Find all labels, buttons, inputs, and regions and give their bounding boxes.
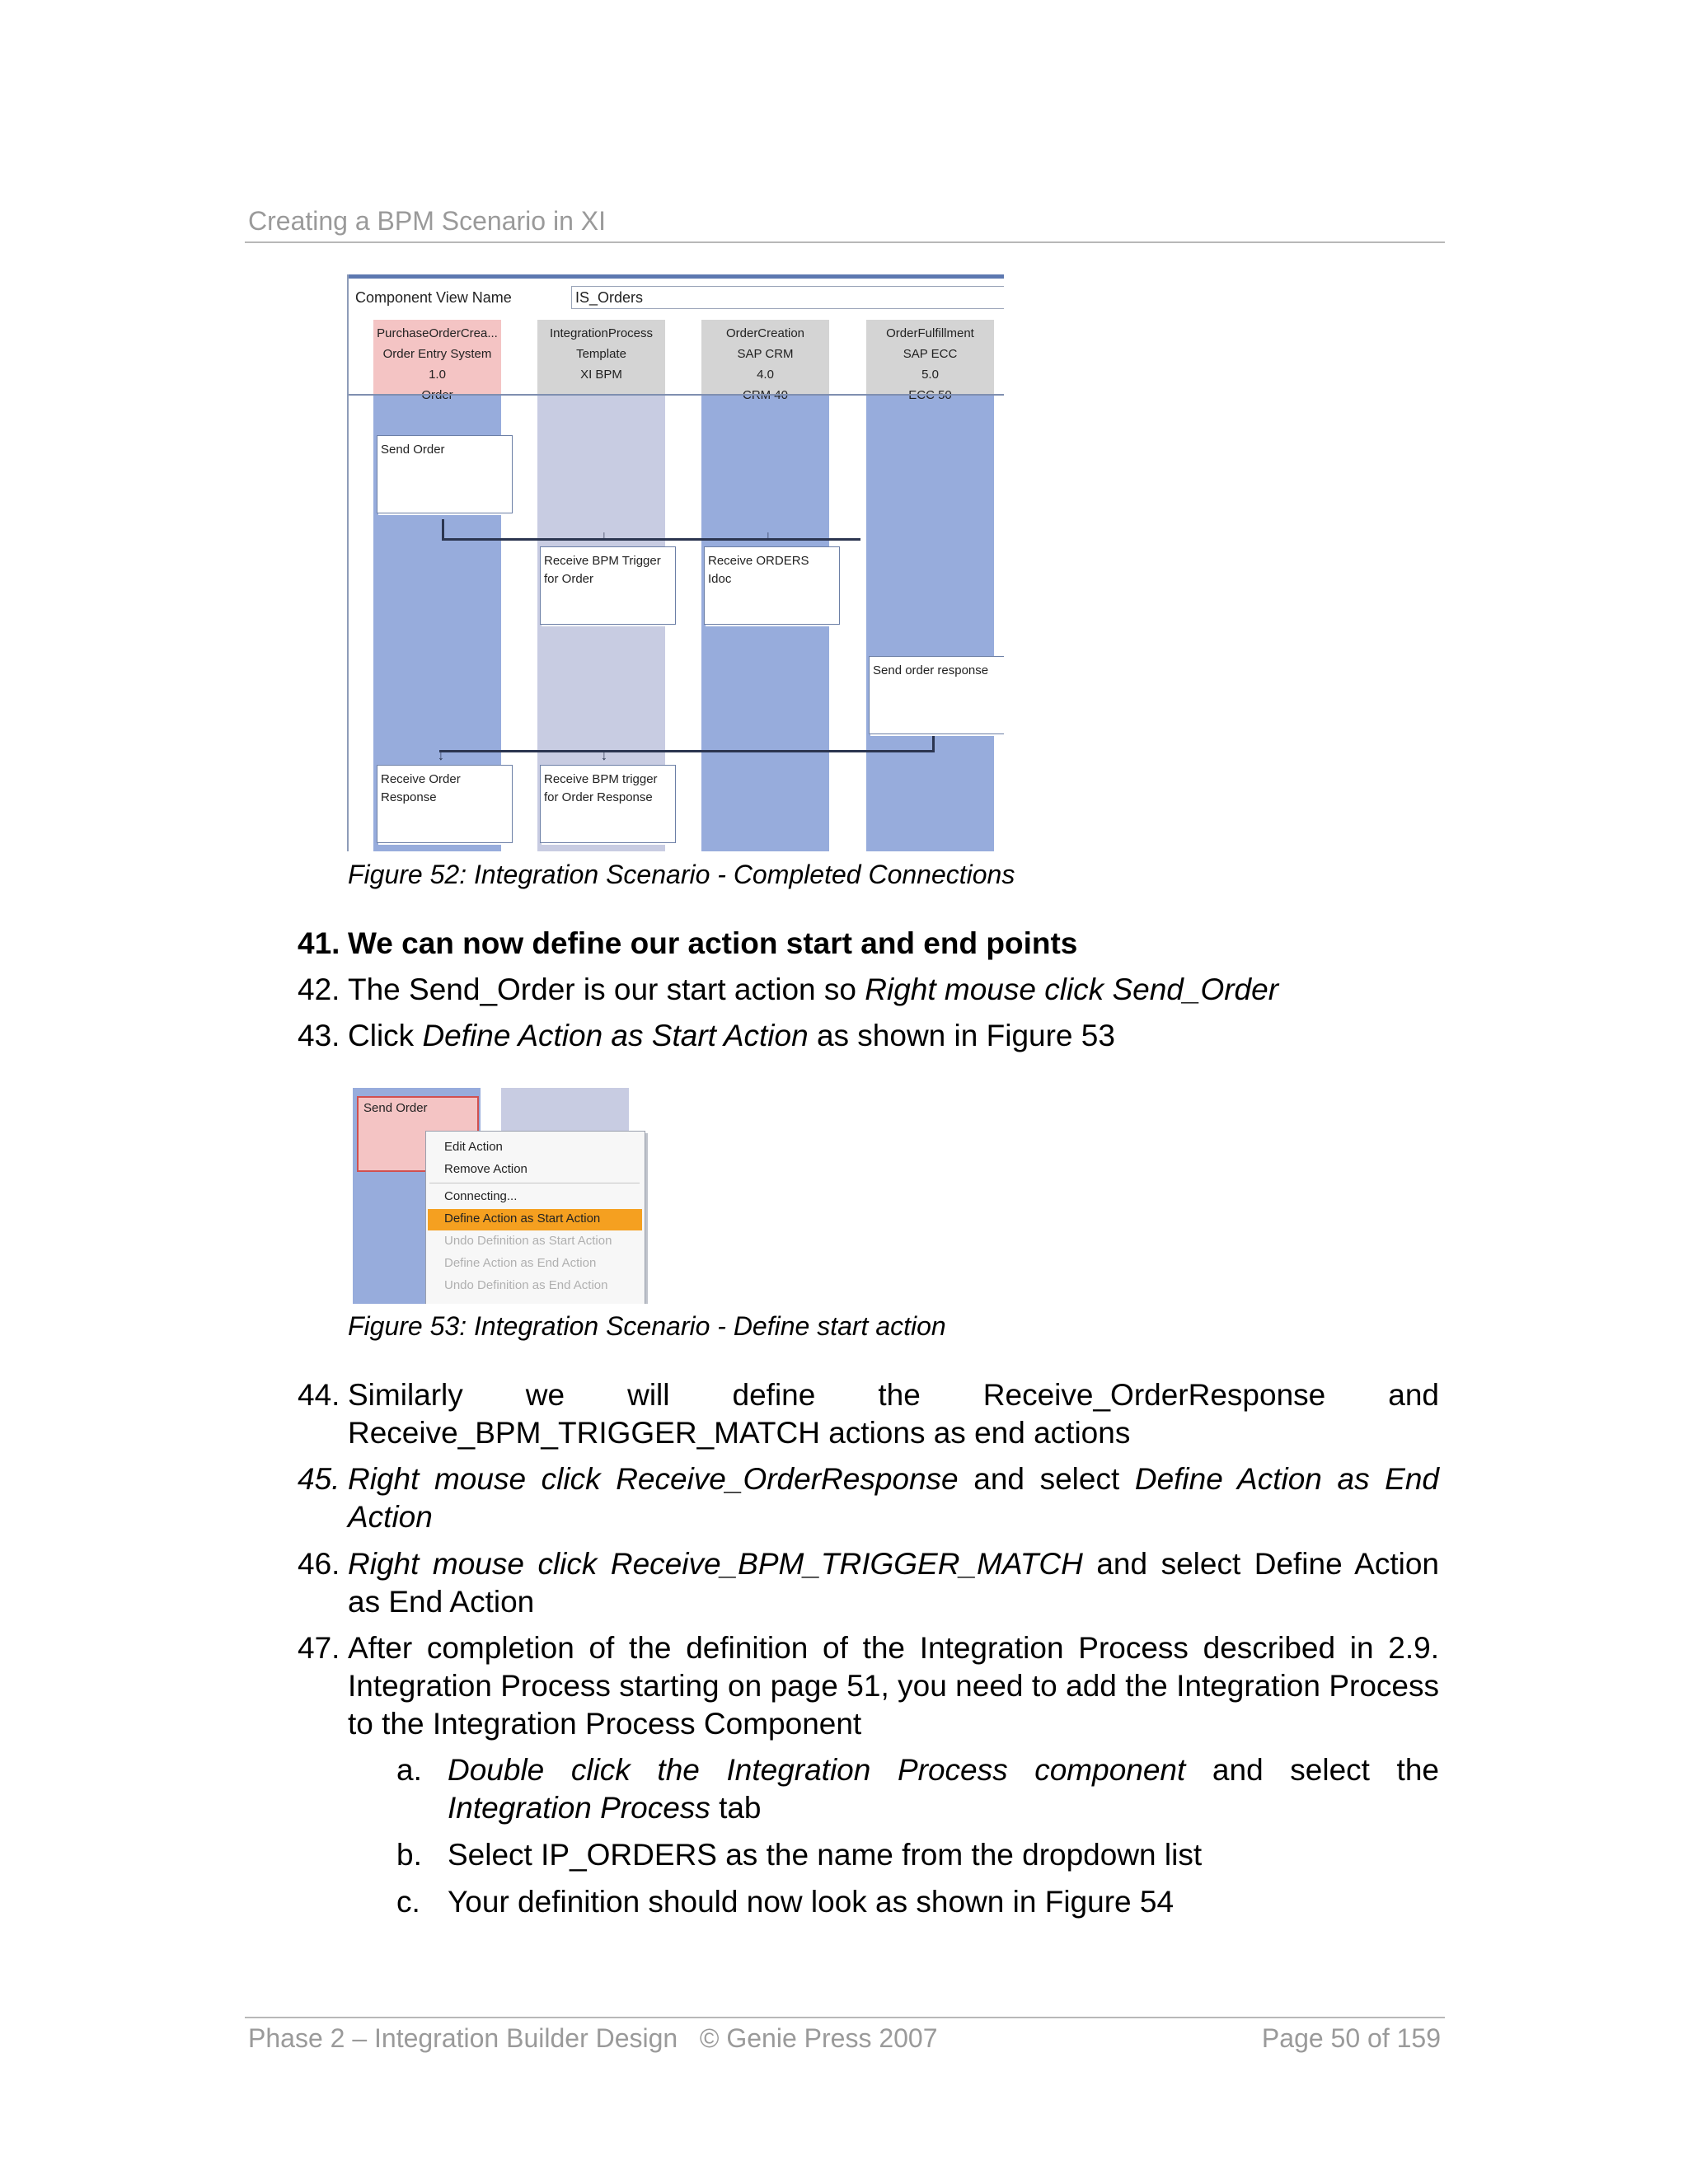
footer-left: Phase 2 – Integration Builder Design © Genie Press 2007 — [248, 2023, 938, 2053]
lane-header-order-entry[interactable] — [373, 320, 501, 394]
step-text — [348, 1017, 1439, 1055]
lane-header-line: Template — [576, 347, 626, 361]
lane-header-line: IntegrationProcess — [549, 326, 654, 340]
connector-line — [442, 519, 444, 540]
header-rule — [245, 241, 1445, 243]
menu-item-define-end-action[interactable]: Define Action as End Action — [444, 1256, 597, 1270]
lane-header-divider — [349, 394, 1004, 396]
step-text-part: and select — [958, 1462, 1135, 1496]
action-send-order[interactable]: Send Order — [377, 435, 513, 513]
step-42 — [298, 971, 1439, 1009]
lane-header-line: XI BPM — [580, 368, 622, 382]
step-47 — [298, 1629, 1439, 1743]
substep-text-part: and select the — [1185, 1753, 1439, 1787]
figure-52-integration-scenario — [347, 274, 1004, 851]
page-number: Page 50 of 159 — [1261, 2023, 1441, 2053]
lane-header-line: SAP ECC — [903, 347, 958, 361]
menu-item-undo-end-action[interactable]: Undo Definition as End Action — [444, 1278, 608, 1292]
component-view-name-label: Component View Name — [355, 289, 512, 306]
lane-header-line: OrderFulfillment — [886, 326, 974, 340]
step-text-italic: Right mouse click Receive_BPM_TRIGGER_MATCH — [348, 1547, 1083, 1581]
step-text-italic: Define Action as End Action — [348, 1462, 1440, 1534]
lane-header-line: OrderCreation — [725, 326, 805, 340]
step-text-part: and select Define Action as End Action — [348, 1547, 1439, 1619]
action-send-order[interactable]: Send Order — [357, 1096, 479, 1172]
step-number: 46. — [298, 1547, 340, 1581]
figure-52-caption: Figure 52: Integration Scenario - Completed Connections — [348, 860, 1015, 889]
step-text: Similarly we will define the Receive_OrderResponse and Receive_BPM_TRIGGER_MATCH actions as end actions — [348, 1378, 1439, 1450]
step-number: 43. — [298, 1019, 340, 1052]
step-number: 47. — [298, 1631, 340, 1665]
step-text: We can now define our action start and end points — [348, 926, 1078, 960]
menu-item-define-start-action[interactable]: Define Action as Start Action — [444, 1212, 601, 1226]
step-text — [348, 971, 1439, 1009]
arrow-down-icon: ↓ — [765, 529, 771, 543]
step-text-part: The Send_Order is our start action so — [348, 972, 865, 1006]
lane-header-order-fulfillment[interactable] — [866, 320, 994, 394]
arrow-down-icon: ↓ — [601, 529, 607, 543]
lane-header-line: 4.0 — [757, 368, 774, 382]
action-receive-orders-idoc[interactable]: Receive ORDERS Idoc — [704, 546, 840, 625]
step-text-italic: Define Action as Start Action — [422, 1019, 809, 1052]
action-receive-bpm-trigger-response[interactable]: Receive BPM trigger for Order Response — [540, 765, 676, 843]
lane-header-line: 1.0 — [429, 368, 446, 382]
step-text — [348, 1545, 1439, 1621]
substep-text: Select IP_ORDERS as the name from the dropdown list — [448, 1838, 1203, 1872]
lane-header-line: SAP CRM — [737, 347, 794, 361]
step-text-part: Click — [348, 1019, 423, 1052]
step-text-part: as shown in Figure 53 — [808, 1019, 1115, 1052]
step-text — [348, 1460, 1439, 1536]
substep-text-part: tab — [710, 1791, 762, 1825]
menu-item-edit-action[interactable]: Edit Action — [444, 1140, 503, 1154]
step-41 — [298, 925, 1439, 963]
step-46 — [298, 1545, 1439, 1621]
action-send-order-response[interactable]: Send order response — [869, 656, 1004, 734]
menu-item-connecting[interactable]: Connecting... — [444, 1189, 518, 1203]
arrow-down-icon: ↓ — [601, 749, 607, 763]
lane-header-integration-process[interactable] — [537, 320, 665, 394]
step-number: 44. — [298, 1378, 340, 1412]
arrow-down-icon: ↓ — [438, 749, 444, 763]
lane-header-line: PurchaseOrderCrea... — [377, 326, 498, 340]
component-view-name-value: IS_Orders — [575, 289, 644, 306]
step-45 — [298, 1460, 1439, 1536]
substep-letter: b. — [396, 1838, 422, 1872]
context-menu — [425, 1131, 645, 1304]
lane-header-line: Order Entry System — [382, 347, 492, 361]
menu-item-undo-start-action[interactable]: Undo Definition as Start Action — [444, 1234, 612, 1248]
substep-letter: c. — [396, 1885, 420, 1919]
substep-text — [448, 1751, 1439, 1827]
substep-text: Your definition should now look as shown in Figure 54 — [448, 1885, 1175, 1919]
substep-text-italic: Double click the Integration Process component — [448, 1753, 1186, 1787]
step-number: 45. — [298, 1462, 340, 1496]
step-44 — [298, 1376, 1439, 1452]
connector-line — [442, 538, 860, 541]
footer-rule — [245, 2017, 1445, 2018]
step-text-italic: Right mouse click Receive_OrderResponse — [348, 1462, 959, 1496]
step-43 — [298, 1017, 1439, 1055]
lane-header-order-creation[interactable] — [701, 320, 829, 394]
connector-line — [439, 750, 935, 752]
step-text-italic: Right mouse click Send_Order — [865, 972, 1279, 1006]
figure-53-context-menu — [353, 1088, 654, 1304]
menu-item-remove-action[interactable]: Remove Action — [444, 1162, 528, 1176]
substep-c — [396, 1883, 1439, 1921]
substep-b — [396, 1836, 1439, 1874]
step-text: After completion of the definition of the Integration Process described in 2.9. Integration Process starting on page 51, you need to add the Integration Process to the Integration Process Component — [348, 1631, 1439, 1741]
action-receive-order-response[interactable]: Receive Order Response — [377, 765, 513, 843]
substep-text-italic: Integration Process — [448, 1791, 710, 1825]
action-receive-bpm-trigger-order[interactable]: Receive BPM Trigger for Order — [540, 546, 676, 625]
lane-header-line: 5.0 — [921, 368, 939, 382]
figure-top-bar — [349, 274, 1004, 279]
substep-letter: a. — [396, 1753, 422, 1787]
substep-a — [396, 1751, 1439, 1827]
running-header: Creating a BPM Scenario in XI — [248, 206, 606, 236]
figure-53-caption: Figure 53: Integration Scenario - Define start action — [348, 1311, 946, 1341]
step-number: 41. — [298, 926, 340, 960]
step-number: 42. — [298, 972, 340, 1006]
